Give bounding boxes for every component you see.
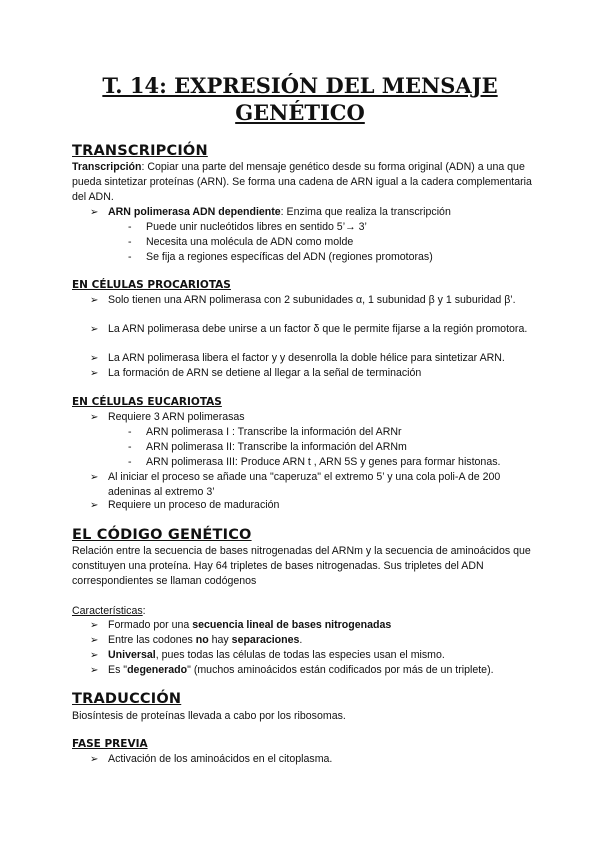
bullet-text: La ARN polimerasa libera el factor y y desenrolla la doble hélice para sintetizar ARN. (108, 352, 505, 364)
dash-bullet: - (128, 221, 132, 233)
text-run: Es " (108, 664, 128, 676)
text-run: , pues todas las células de todas las especies usan el mismo. (155, 649, 445, 661)
arrow-bullet-icon: ➢ (90, 472, 99, 483)
dash-bullet: - (128, 251, 132, 263)
arrow-bullet-icon: ➢ (90, 295, 99, 306)
bullet-item (90, 322, 530, 337)
arrow-bullet-icon: ➢ (90, 207, 99, 218)
page-title-line-1: T. 14: EXPRESIÓN DEL MENSAJE (102, 73, 498, 98)
dash-bullet: - (128, 441, 132, 453)
text-run: Formado por una (108, 619, 193, 631)
dash-item (128, 425, 528, 440)
dash-item-text: Necesita una molécula de ADN como molde (146, 236, 354, 248)
bullet-item (90, 618, 530, 633)
page-title-line-2: GENÉTICO (235, 100, 365, 125)
arrow-bullet-icon: ➢ (90, 620, 99, 631)
traduccion-text: Biosíntesis de proteínas llevada a cabo por los ribosomas. (72, 710, 346, 722)
bullet-term: ARN polimerasa ADN dependiente (108, 206, 281, 218)
text-run-bold: degenerado (127, 664, 188, 676)
bullet-item (90, 752, 530, 767)
bullet-item (90, 351, 530, 366)
dash-item (128, 455, 528, 470)
section-heading-traduccion: TRADUCCIÓN (72, 691, 182, 707)
dash-item-text: ARN polimerasa III: Produce ARN t , ARN 5S y genes para formar histonas. (146, 456, 501, 468)
dash-item (128, 440, 528, 455)
text-run: . (299, 634, 303, 646)
dash-bullet: - (128, 456, 132, 468)
text-run: hay (208, 634, 232, 646)
dash-bullet: - (128, 236, 132, 248)
bullet-text: Al iniciar el proceso se añade una "caperuza" el extremo 5’ y una cola poli-A de 200 adeninas al extremo 3’ (108, 471, 501, 498)
text-run-bold: secuencia lineal de bases nitrogenadas (192, 619, 392, 631)
arrow-bullet-icon: ➢ (90, 353, 99, 364)
bullet-item (90, 648, 530, 663)
text-run: Entre las codones (108, 634, 196, 646)
arrow-bullet-icon: ➢ (90, 665, 99, 676)
bullet-text: Requiere un proceso de maduración (108, 499, 280, 511)
caracteristicas-label (72, 604, 532, 619)
bullet-item (90, 293, 530, 308)
dash-item (128, 220, 528, 235)
arrow-bullet-icon: ➢ (90, 635, 99, 646)
bullet-item (90, 663, 530, 678)
caracteristicas-colon: : (142, 605, 146, 617)
dash-item-text: Se fija a regiones específicas del ADN (regiones promotoras) (146, 251, 433, 263)
dash-item (128, 250, 528, 265)
definition-term: Transcripción (72, 161, 142, 173)
codigo-genetico-text: Relación entre la secuencia de bases nitrogenadas del ARNm y la secuencia de aminoácidos que constituyen una proteína. Hay 64 tripletes de bases nitrogenadas. Sus tripletes del ADN correspondientes se llaman codógenos (72, 545, 531, 587)
caracteristicas-label-text: Características (72, 605, 143, 617)
dash-bullet: - (128, 426, 132, 438)
bullet-text: : Enzima que realiza la transcripción (280, 206, 451, 218)
bullet-item (90, 410, 530, 425)
arrow-bullet-icon: ➢ (90, 412, 99, 423)
arrow-bullet-icon: ➢ (90, 650, 99, 661)
section-heading-codigo-genetico: EL CÓDIGO GENÉTICO (72, 527, 252, 543)
bullet-item (90, 470, 530, 500)
subheading-eucariotas: EN CÉLULAS EUCARIOTAS (72, 396, 222, 408)
bullet-text: Activación de los aminoácidos en el citoplasma. (108, 753, 333, 765)
bullet-item (90, 498, 530, 513)
bullet-item (90, 366, 530, 381)
dash-item (128, 235, 528, 250)
text-run-bold: separaciones (231, 634, 300, 646)
arrow-bullet-icon: ➢ (90, 324, 99, 335)
arrow-bullet-icon: ➢ (90, 500, 99, 511)
bullet-text: La ARN polimerasa debe unirse a un factor δ que le permite fijarse a la región promotora. (108, 323, 528, 335)
bullet-text: Requiere 3 ARN polimerasas (108, 411, 245, 423)
transcripcion-definition (72, 160, 532, 205)
subheading-fase-previa: FASE PREVIA (72, 738, 148, 750)
bullet-item (90, 205, 530, 220)
bullet-text: Solo tienen una ARN polimerasa con 2 subunidades α, 1 subunidad β y 1 suburidad β’. (108, 294, 516, 306)
bullet-text: La formación de ARN se detiene al llegar a la señal de terminación (108, 367, 422, 379)
arrow-bullet-icon: ➢ (90, 368, 99, 379)
dash-item-text: ARN polimerasa I : Transcribe la información del ARNr (146, 426, 402, 438)
text-run-bold: Universal (108, 649, 156, 661)
text-run-bold: no (195, 634, 209, 646)
subheading-procariotas: EN CÉLULAS PROCARIOTAS (72, 279, 231, 291)
dash-item-text: ARN polimerasa II: Transcribe la información del ARNm (146, 441, 407, 453)
arrow-bullet-icon: ➢ (90, 754, 99, 765)
dash-item-text: Puede unir nucleótidos libres en sentido 5’→ 3’ (146, 221, 367, 233)
definition-text: : Copiar una parte del mensaje genético desde su forma original (ADN) a una que pueda sintetizar proteínas (ARN). Se forma una cadena de ARN igual a la cadera complementaria del ADN. (72, 161, 532, 203)
bullet-item (90, 633, 530, 648)
text-run: " (muchos aminoácidos están codificados por más de un triplete). (187, 664, 494, 676)
section-heading-transcripcion: TRANSCRIPCIÓN (72, 143, 208, 159)
